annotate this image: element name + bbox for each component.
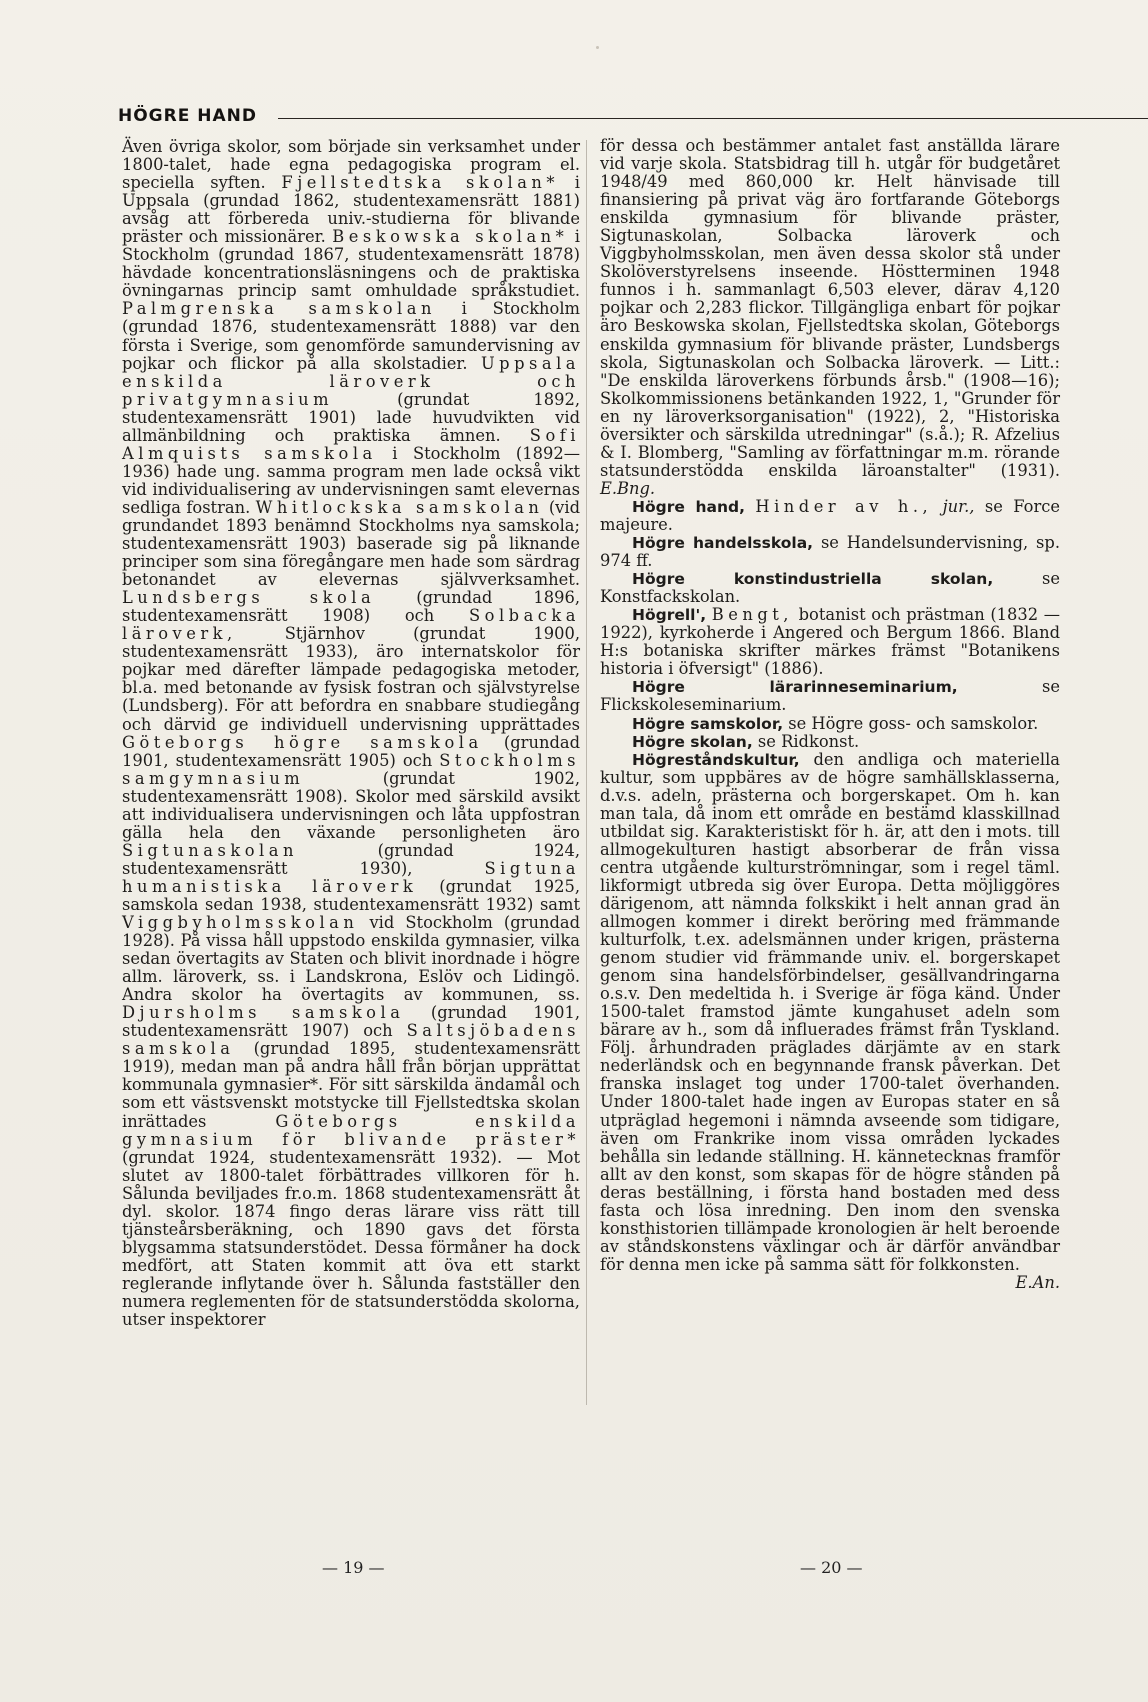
spaced-name: Hinder av h., (755, 496, 933, 516)
text: se Ridkonst. (752, 731, 860, 751)
text: Även övriga skolor, som började sin verksamhet under 1800-talet, hade egna pedagogiska program el. speciella syften. (122, 137, 580, 193)
text: i Stockholm (grundad 1876, studentexamensrätt 1888) var den första i Sverige, som genomförde samundervisning av pojkar och flickor på alla skolstadier. (122, 299, 580, 373)
spaced-name: Uppsala enskilda läroverk och privatgymnasium (122, 353, 580, 409)
text: (vid grundandet 1893 benämnd Stockholms nya samskola; studentexamensrätt 1903) baserade sig på liknande principer som sina föregångare men hade som särdrag betonandet av elevernas självverksamhet. (122, 497, 580, 590)
entry-hogre-lararinneseminarium (600, 678, 1060, 714)
entry-hogrestandskultur (600, 749, 1060, 1292)
paper-speck (596, 46, 599, 49)
text: den andliga och materiella kultur, som uppbäres av de högre samhällsklasserna, d.v.s. adeln, prästerna och borgerskapet. Om h. kan man tala, då inom ett område en bestämd klasskillnad utbildat sig. Karakteristiskt för h. är, att den i mots. till allmogekulturen hastigt absorberar de från vissa centra utgående kulturströmningar, som i regel täml. likformigt utbreda sig över Europa. Detta möjliggöres därigenom, att nämnda folkskikt i helt annan grad än allmogen kommer i direkt beröring med främmande kulturfolk, t.ex. adelsmännen under krigen, prästerna genom studier vid främmande univ. el. borgerskapet genom sina handelsförbindelser, gesällvandringarna o.s.v. Den medeltida h. i Sverige är föga känd. Under 1500-talet framstod jämte kungahuset adeln som bärare av h., som då influerades främst från Tyskland. Följ. århundraden präglades därjämte av en stark nederländsk och en begynnande fransk påverkan. Det franska inslaget tog under 1700-talet överhanden. Under 1800-talet hade ingen av Europas stater en så utpräglad hegemoni i nämnda avseende som tidigare, även om Frankrike inom vissa områden lyckades behålla sin ledande ställning. H. kännetecknas framför allt av den konst, som skapas för de högre stånden på deras beställning, i första hand bostaden med dess fasta och lösa inredning. Den inom den svenska konsthistorien tillämpade kronologien är helt beroende av ståndskonstens växlingar och är därför användbar för denna men icke på samma sätt för folkkonsten. (600, 749, 1060, 1274)
left-column (122, 138, 580, 1329)
continued-paragraph (600, 137, 1060, 498)
running-header (118, 106, 1058, 126)
headword: Högrell', (632, 606, 707, 625)
spaced-name: Lundsbergs skola (122, 588, 376, 608)
spaced-name: Stockholms samgymnasium (122, 750, 580, 788)
headword: Högre skolan, (632, 732, 753, 751)
text: (grundat 1924, studentexamensrätt 1932). — Mot slutet av 1800-talet förbättrades villkoren för h. Sålunda beviljades fr.o.m. 1868 studentexamensrätt åt dyl. skolor. 1874 fingo deras lärare viss rätt till tjänsteårsberäkning, och 1890 gavs det första blygsamma statsunderstödet. Dessa förmåner ha dock medfört, att Staten kommit att öva ett starkt reglerande inflytande över h. Sålunda fastställer den numera reglementen för de statsunderstödda skolorna, utser inspektorer (122, 1147, 580, 1330)
spaced-name: Saltsjöbadens samskola (122, 1021, 580, 1059)
text: (grundat 1925, samskola sedan 1938, studentexamensrätt 1932) samt (122, 876, 580, 914)
entry-hogre-handelsskola (600, 534, 1060, 570)
text: vid Stockholm (grundad 1928). På vissa håll uppstodo enskilda gymnasier, vilka sedan övertagits av Staten och blivit inordnade i högre allm. läroverk, ss. i Landskrona, Eslöv och Lidingö. Andra skolor ha övertagits av kommunen, ss. (122, 913, 580, 1005)
text: se Handelsundervisning, sp. 974 ff. (600, 533, 1060, 571)
spaced-name: Sigtuna humanistiska läroverk (122, 858, 580, 896)
headword: Högreståndskultur, (632, 750, 800, 769)
entry-hogre-skolan (600, 733, 1060, 751)
text: (grundad 1924, studentexamensrätt 1930), (122, 840, 580, 878)
entry-hogrell (600, 606, 1060, 678)
text: (grundat 1892, studentexamensrätt 1901) lade huvudvikten vid allmänbildning och praktiska ämnen. (122, 389, 580, 445)
page-number-left: — 19 — (322, 1558, 385, 1577)
page-number-right: — 20 — (800, 1558, 863, 1577)
spaced-name: Beskowska skolan* (332, 227, 569, 247)
author-signature: E.Bng. (600, 478, 656, 498)
entry-hogre-hand (600, 498, 1060, 534)
text: (grundad 1896, studentexamensrätt 1908) och (122, 588, 580, 626)
spaced-name: Solbacka läroverk, (122, 606, 580, 644)
text: (grundat 1902, studentexamensrätt 1908). Skolor med särskild avsikt att individualisera undervisningen och låta uppfostran gälla hela den växande personligheten äro (122, 768, 580, 842)
headword: Högre hand, (632, 497, 745, 516)
header-rule (278, 118, 1148, 119)
entry-hogre-konstindustriella-skolan (600, 570, 1060, 606)
headword: Högre lärarinneseminarium, (632, 678, 958, 697)
text: se Högre goss- och samskolor. (783, 713, 1039, 733)
italic-abbrev: jur., (942, 496, 975, 516)
headword: Högre konstindustriella skolan, (632, 570, 994, 589)
text: (grundad 1895, studentexamensrätt 1919), medan man på andra håll från början upprättat kommunala gymnasier*. För sitt särskilda ändamål och som ett västsvenskt motstycke till Fjellstedtska skolan inrättades (122, 1039, 580, 1131)
header-title: HÖGRE HAND (118, 106, 257, 126)
spaced-name: Djursholms samskola (122, 1003, 405, 1023)
left-paragraph (122, 138, 580, 1329)
text: botanist och prästman (1832 —1922), kyrkoherde i Angered och Bergum 1866. Bland H:s botaniska skrifter märkes främst "Botanikens historia i öfversigt" (1886). (600, 605, 1060, 679)
right-column (600, 137, 1060, 1292)
entry-hogre-samskolor (600, 715, 1060, 733)
text: (grundad 1901, studentexamensrätt 1905) och (122, 732, 580, 770)
spaced-name: Fjellstedtska skolan* (281, 173, 560, 193)
text: i Stockholm (grundad 1867, studentexamensrätt 1878) hävdade koncentrationsläsningens och de praktiska övningarnas princip samt omhuldade språkstudiet. (122, 227, 580, 301)
text: se Force majeure. (600, 496, 1060, 534)
text: för dessa och bestämmer antalet fast anställda lärare vid varje skola. Statsbidrag till h. utgår för budgetåret 1948/49 med 860,000 kr. Helt hänvisade till finansiering på privat väg äro fortfarande Göteborgs enskilda gymnasium för blivande präster, Sigtunaskolan, Solbacka läroverk och Viggbyholmsskolan, men även dessa skolor stå under Skolöverstyrelsens inseende. Höstterminen 1948 funnos i h. sammanlagt 6,503 elever, därav 4,120 pojkar och 2,283 flickor. Tillgängliga enbart för pojkar äro Beskowska skolan, Fjellstedtska skolan, Göteborgs enskilda gymnasium för blivande präster, Lundsbergs skola, Sigtunaskolan och Solbacka läroverk. — Litt.: "De enskilda läroverkens förbunds årsb." (1908—16); Skolkommissionens betänkanden 1922, 1, "Grunder för en ny läroverksorganisation" (1922), 2, "Historiska översikter och särskilda utredningar" (s.å.); R. Afzelius & I. Blomberg, "Samling av författningar m.m. rörande statsunderstödda enskilda läroanstalter" (1931). (600, 136, 1060, 480)
text: i Uppsala (grundad 1862, studentexamensrätt 1881) avsåg att förbereda univ.-studierna för blivande präster och missionärer. (122, 173, 580, 247)
spaced-name: Whitlockska samskolan (255, 497, 544, 517)
text: Stjärnhov (grundat 1900, studentexamensrätt 1933), äro internatskolor för pojkar med därefter lämpade pedagogiska metoder, bl.a. med betonande av fysisk fostran och självstyrelse (Lundsberg). För att befordra en snabbare studiegång och därvid ge individuell undervisning upprättades (122, 624, 580, 734)
spaced-name: Bengt, (711, 605, 793, 625)
headword: Högre samskolor, (632, 714, 784, 733)
text: se Flickskoleseminarium. (600, 677, 1060, 715)
column-divider (586, 140, 587, 1405)
spaced-name: Sofi Almquists samskola (122, 425, 580, 463)
spaced-name: Viggbyholmsskolan (122, 913, 359, 933)
text: (grundad 1901, studentexamensrätt 1907) och (122, 1003, 580, 1041)
text: se Konstfackskolan. (600, 569, 1060, 607)
spaced-name: Göteborgs enskilda gymnasium för blivande präster* (122, 1111, 580, 1149)
spaced-name: Sigtunaskolan (122, 840, 298, 860)
author-signature: E.An. (1015, 1272, 1060, 1292)
spaced-name: Palmgrenska samskolan (122, 299, 436, 319)
text: i Stockholm (1892—1936) hade ung. samma program men lade också vikt vid individualisering av undervisningen samt elevernas sedliga fostran. (122, 443, 580, 517)
spaced-name: Göteborgs högre samskola (122, 732, 483, 752)
headword: Högre handelsskola, (632, 534, 814, 553)
